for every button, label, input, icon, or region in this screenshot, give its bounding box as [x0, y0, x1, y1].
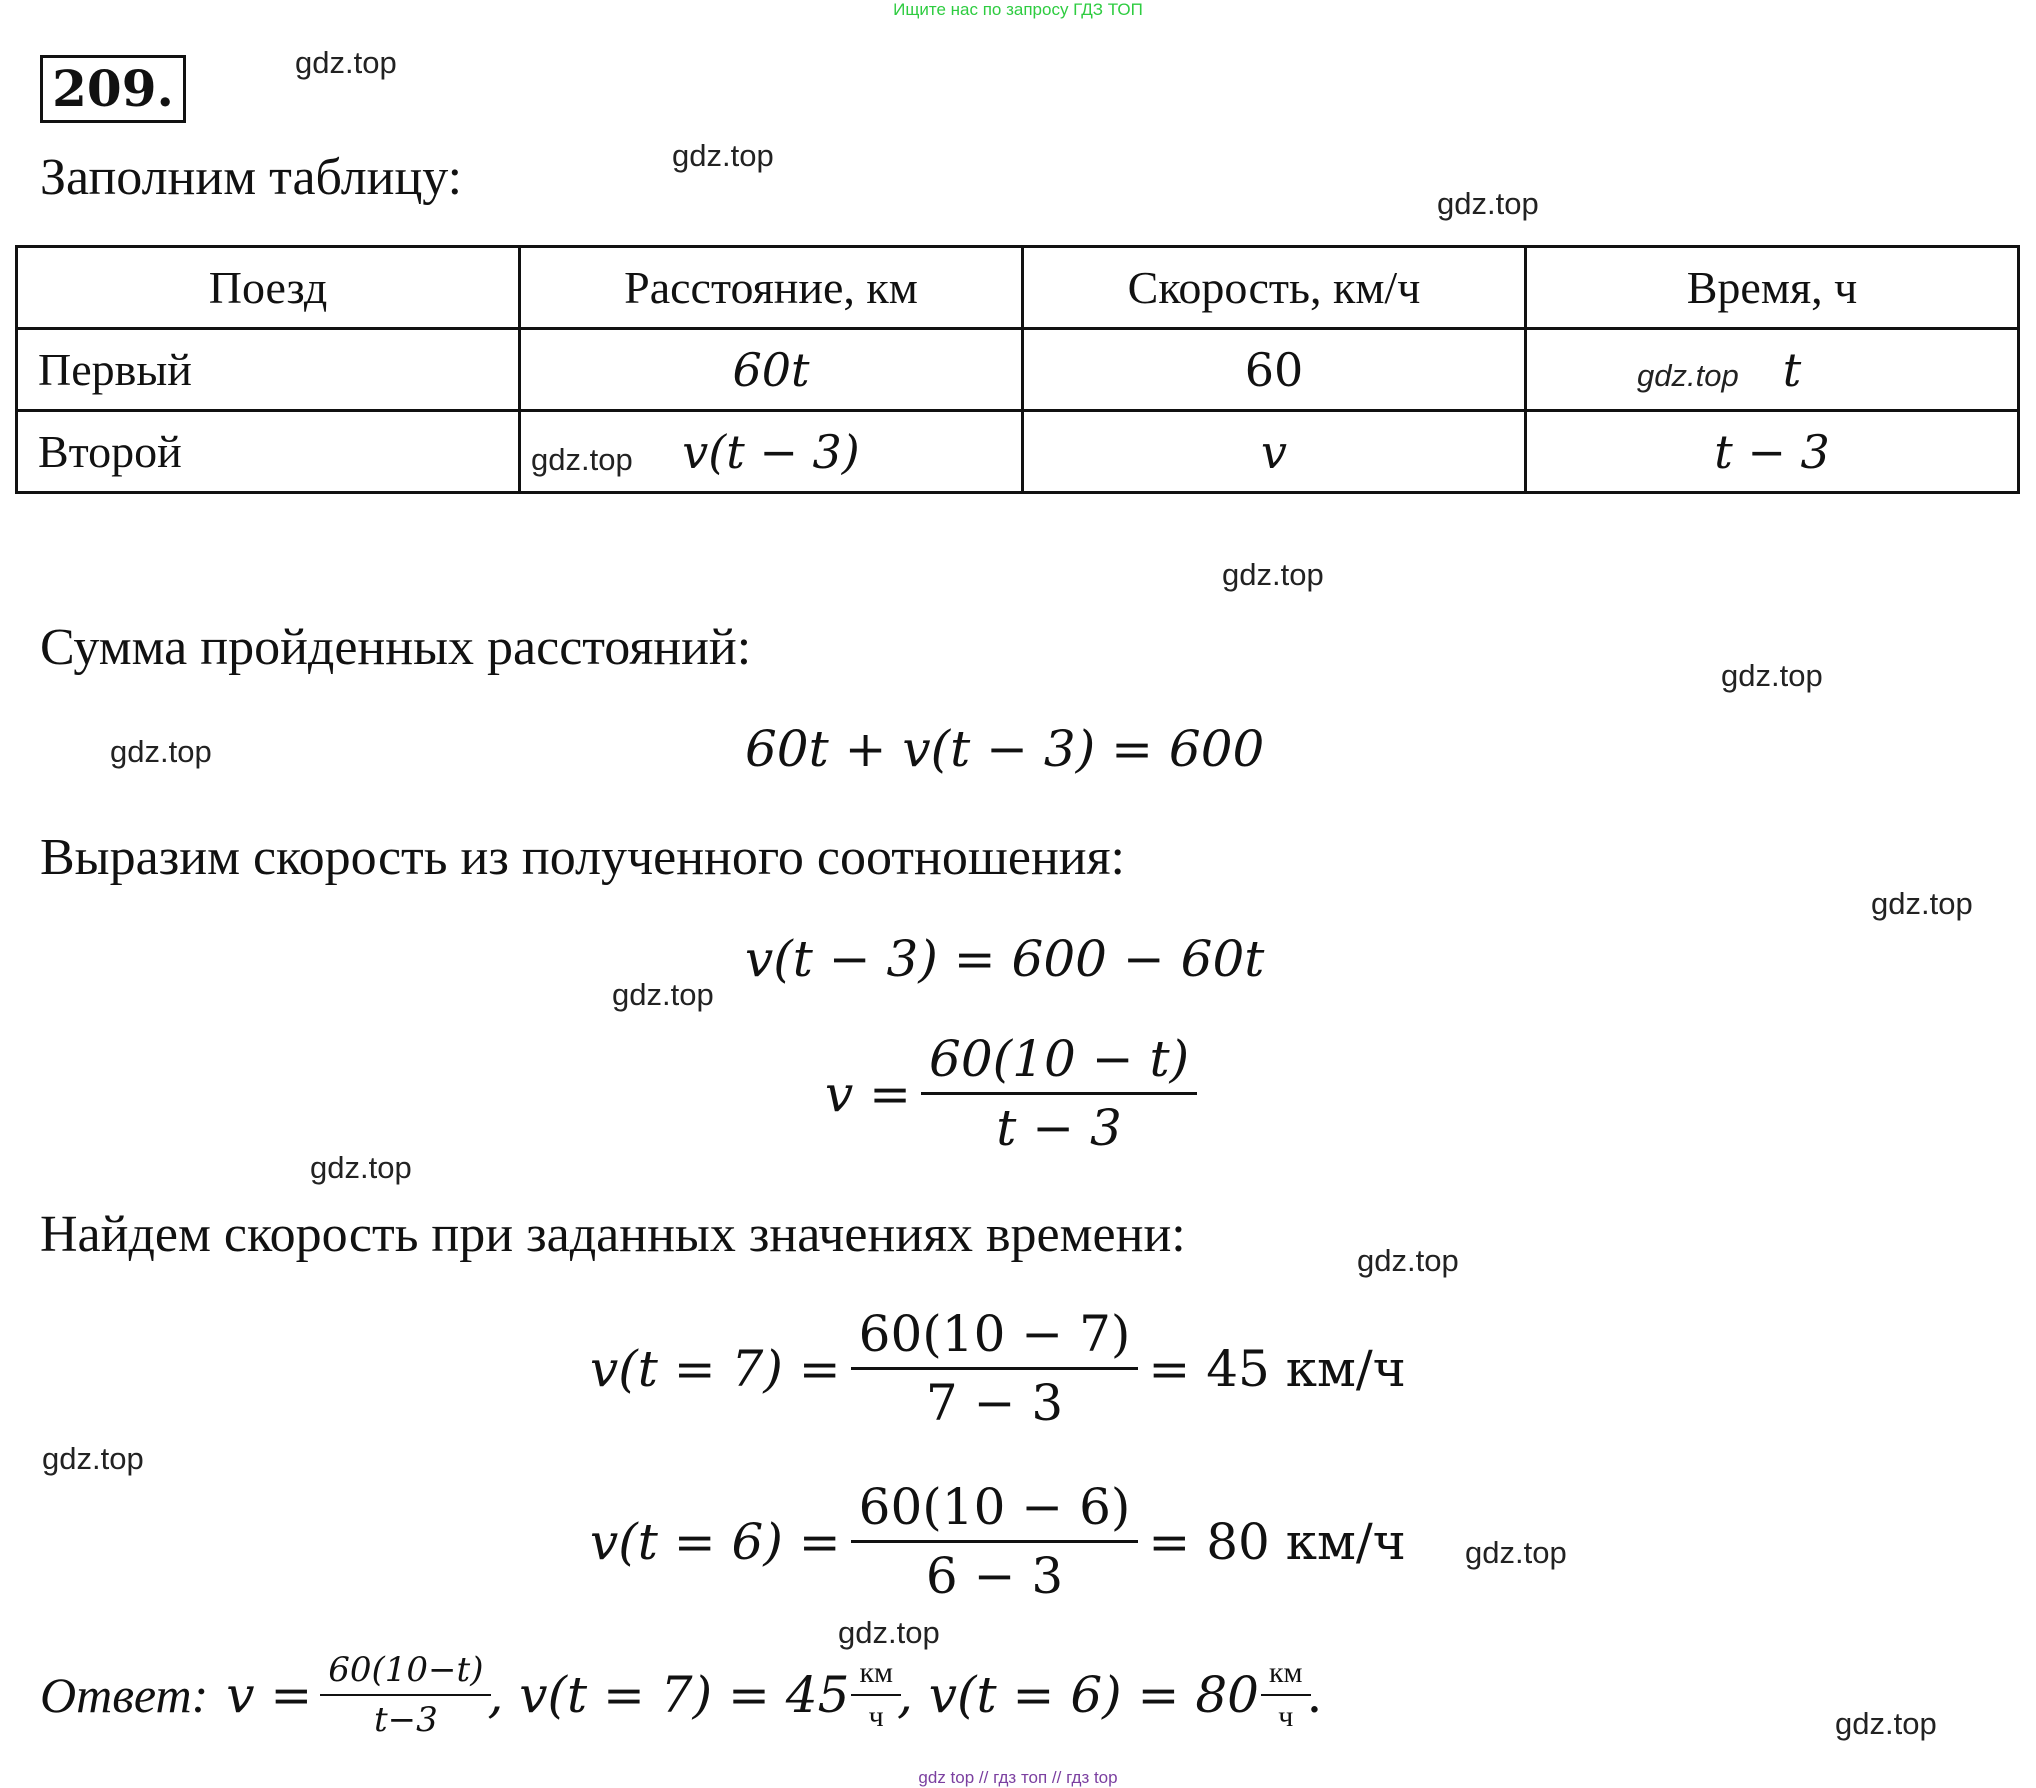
table-row — [17, 329, 2019, 411]
answer-part3: , v(t = 6) = 80 — [897, 1666, 1259, 1724]
unit2-den: ч — [1261, 1694, 1311, 1734]
answer-part2: , v(t = 7) = 45 — [487, 1666, 850, 1724]
watermark: gdz.top — [1465, 1535, 1567, 1570]
answer-unit2 — [1265, 1656, 1307, 1734]
answer-end: . — [1306, 1666, 1323, 1724]
row2-time: t − 3 — [1526, 411, 2019, 493]
watermark: gdz.top — [612, 977, 714, 1012]
watermark: gdz.top — [1357, 1243, 1459, 1278]
watermark: gdz.top — [1871, 886, 1973, 921]
calc-t7 — [590, 1305, 1406, 1432]
top-banner: Ищите нас по запросу ГДЗ ТОП — [893, 0, 1143, 19]
calc2-lhs: v(t = 6) = — [590, 1512, 841, 1571]
watermark: gdz.top — [672, 138, 774, 173]
intro-text: Заполним таблицу: — [40, 149, 463, 206]
answer-label: Ответ: — [40, 1667, 209, 1723]
row2-distance-value: v(t − 3) — [682, 424, 860, 479]
calc2-fraction — [855, 1478, 1135, 1605]
problem-number: 209. — [40, 55, 186, 123]
unit1-num: км — [859, 1656, 893, 1689]
motion-table — [15, 245, 2020, 494]
eq3-denominator: t − 3 — [921, 1092, 1197, 1157]
calc1-denominator: 7 − 3 — [851, 1367, 1139, 1432]
row1-train: Первый — [17, 329, 520, 411]
watermark: gdz.top — [295, 45, 397, 80]
watermark: gdz.top — [110, 734, 212, 769]
watermark: gdz.top — [310, 1150, 412, 1185]
watermark: gdz.top — [1835, 1706, 1937, 1741]
equation-speed — [825, 1030, 1193, 1157]
eq3-numerator: 60(10 − t) — [929, 1030, 1190, 1088]
equation-sum: 60t + v(t − 3) = 600 — [745, 720, 1265, 778]
calc2-denominator: 6 − 3 — [851, 1540, 1139, 1605]
row1-speed: 60 — [1023, 329, 1526, 411]
answer-frac-num: 60(10−t) — [328, 1650, 484, 1690]
header-distance: Расстояние, км — [520, 247, 1023, 329]
calc1-fraction — [855, 1305, 1135, 1432]
row2-speed: v — [1023, 411, 1526, 493]
calc1-numerator: 60(10 − 7) — [858, 1305, 1131, 1363]
answer-unit1 — [855, 1656, 897, 1734]
equation-rearranged: v(t − 3) = 600 − 60t — [745, 930, 1265, 988]
unit2-num: км — [1268, 1656, 1303, 1689]
table-row — [17, 411, 2019, 493]
calc-t6 — [590, 1478, 1406, 1605]
answer-fraction — [324, 1650, 487, 1740]
answer-frac-den: t−3 — [320, 1694, 491, 1740]
watermark: gdz.top — [42, 1441, 144, 1476]
answer-line — [40, 1650, 1322, 1740]
answer-v-lhs: v = — [226, 1666, 313, 1724]
header-speed: Скорость, км/ч — [1023, 247, 1526, 329]
calc1-lhs: v(t = 7) = — [590, 1339, 841, 1398]
sum-heading: Сумма пройденных расстояний: — [40, 619, 752, 676]
row2-train: Второй — [17, 411, 520, 493]
watermark: gdz.top — [1721, 658, 1823, 693]
footer-links[interactable]: gdz top // гдз топ // гдз top — [918, 1768, 1118, 1787]
row1-time — [1526, 329, 2019, 411]
watermark: gdz.top — [838, 1615, 940, 1650]
row2-distance — [520, 411, 1023, 493]
eq3-fraction — [925, 1030, 1193, 1157]
header-time: Время, ч — [1526, 247, 2019, 329]
row1-time-value: t — [1782, 342, 1802, 397]
watermark: gdz.top — [1637, 358, 1739, 393]
find-heading: Найдем скорость при заданных значениях времени: — [40, 1206, 1186, 1263]
calc1-result: = 45 км/ч — [1148, 1339, 1406, 1398]
eq3-lhs: v = — [825, 1064, 912, 1123]
table-header-row — [17, 247, 2019, 329]
express-heading: Выразим скорость из полученного соотношения: — [40, 829, 1125, 886]
row1-distance: 60t — [520, 329, 1023, 411]
calc2-result: = 80 км/ч — [1148, 1512, 1406, 1571]
watermark: gdz.top — [1222, 557, 1324, 592]
watermark: gdz.top — [531, 442, 633, 477]
calc2-numerator: 60(10 − 6) — [858, 1478, 1131, 1536]
watermark: gdz.top — [1437, 186, 1539, 221]
header-train: Поезд — [17, 247, 520, 329]
unit1-den: ч — [851, 1694, 901, 1734]
